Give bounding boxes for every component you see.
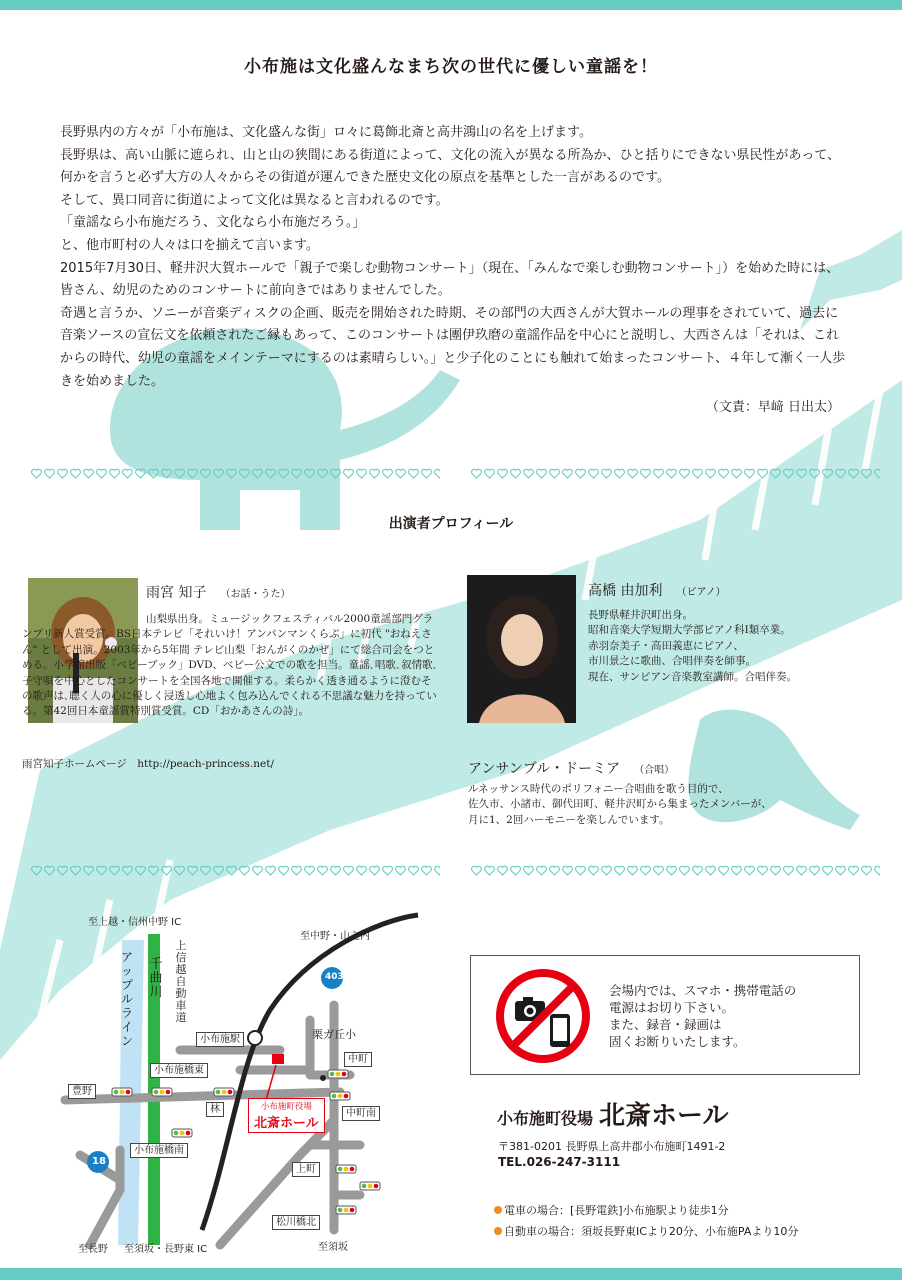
heart-divider xyxy=(470,467,880,481)
no-camera-phone-icon xyxy=(493,966,593,1066)
page-headline: 小布施は文化盛んなまち次の世代に優しい童謡を！ xyxy=(244,57,658,77)
intro-text xyxy=(60,122,850,393)
map-intersection: 中町南 xyxy=(342,1106,380,1121)
map-apple-line: アップルライン xyxy=(120,950,133,1048)
performer-bio xyxy=(588,608,797,685)
bio-line: 市川景之に歌曲、合唱伴奏を師事。 xyxy=(588,655,756,668)
map-direction-label: 至上越・信州中野 IC xyxy=(88,917,182,928)
intro-paragraph: そして、異口同音に街道によって文化は異なると言われるのです。 xyxy=(60,192,449,208)
smartphone-icon xyxy=(550,1014,570,1047)
route-18-icon: 18 xyxy=(92,1156,106,1167)
performer-role: （ピアノ） xyxy=(676,587,726,598)
map-direction-label: 至長野 xyxy=(78,1244,108,1255)
map-intersection: 豊野 xyxy=(68,1084,96,1099)
notice-line: 固くお断りいたします。 xyxy=(609,1034,746,1049)
performer-photo-takahashi xyxy=(467,575,576,723)
intro-paragraph: 長野県内の方々が「小布施は、文化盛んな街」ロ々に葛飾北斎と高井鴻山の名を上げます。 xyxy=(60,125,592,140)
performer-homepage: 雨宮知子ホームページ http://peach-princess.net/ xyxy=(22,758,275,770)
heart-divider xyxy=(30,467,440,481)
phone-notice-box xyxy=(470,955,860,1075)
notice-line: 電源はお切り下さい。 xyxy=(609,1000,735,1015)
access-car: 自動車の場合：須坂長野東ICより20分、小布施PAより10分 xyxy=(494,1223,798,1239)
bio-line: 昭和音楽大学短期大学部ピアノ科Ⅰ類卒業。 xyxy=(588,624,791,637)
performer-role: （お話・うた） xyxy=(220,589,291,600)
bullet-icon xyxy=(494,1227,502,1235)
map-direction-label: 至須坂 xyxy=(318,1242,348,1253)
map-direction-label: 至中野・山之内 xyxy=(300,931,370,942)
map-school: 栗ガ丘小 xyxy=(312,1028,356,1041)
performer-name: アンサンブル・ドーミア （合唱） xyxy=(468,761,675,777)
bio-line: 佐久市、小諸市、御代田町、軽井沢町から集まったメンバーが、 xyxy=(468,798,772,811)
top-color-bar xyxy=(0,0,902,10)
venue-tel: TEL.026-247-3111 xyxy=(498,1155,621,1169)
venue-address: 〒381-0201 長野県上高井郡小布施町1491-2 xyxy=(498,1140,726,1153)
map-direction-label: 至須坂・長野東 IC xyxy=(124,1244,208,1255)
map-intersection: 松川橋北 xyxy=(272,1215,320,1230)
performer-bio: 山梨県出身。ミュージックフェスティバル2000童謡部門グランプリ新人賞受賞。BS日本テレビ「それいけ！アンパンマンくらぶ」に初代 "おねえさん" として出演。2003年から5年間 テレビ山梨「おんがくのかぜ」にて総合司会をつとめる。小学館出版「ベビーブック」DVD、ベビー公文での歌を担当。童謡､唱歌､叙情歌､子守唄を中心としたコンサートを全国各地で開催する。柔らかく透き通るように澄むその歌声は､聴く人の心に優しく浸透し心地よく包み込んでくれる不思議な魅力を持っている。第42回日本童謡賞特別賞受賞。CD「おかあさんの詩」。 xyxy=(22,613,438,718)
performer-bio xyxy=(468,782,772,828)
profile-section-title: 出演者プロフィール xyxy=(388,516,514,532)
intro-paragraph: 長野県は、高い山脈に遮られ、山と山の狭間にある街道によって、文化の流入が異なる所為か、ひと括りにできない県民性があって、何かを言うと必ず大方の人々からその街道が運んできた歴史文化の原点を基準とした一言があるのです。 xyxy=(60,147,841,186)
venue-title: 小布施町役場 北斎ホール xyxy=(497,1101,729,1131)
notice-line: 会場内では、スマホ・携帯電話の xyxy=(609,983,797,998)
bottom-color-bar xyxy=(0,1268,902,1280)
map-hall-marker: 小布施町役場 北斎ホール xyxy=(248,1098,325,1133)
bio-line: 赤羽奈美子・高田義恵にピアノ、 xyxy=(588,639,744,652)
intro-paragraph: と、他市町村の人々は口を揃えて言います。 xyxy=(60,237,319,253)
intro-paragraph: 「童謡なら小布施だろう、文化なら小布施だろう。」 xyxy=(60,215,366,231)
intro-paragraph: 奇遇と言うか、ソニーが音楽ディスクの企画、販売を開始された時期、その部門の大西さんが大賀ホールの理事をされていて、過去に音楽ソースの宣伝文を依頼されたご縁もあって、このコンサートは團伊玖磨の童謡作品を中心にと説明し、大西さんは「それは、これからの時代、幼児の童謡をメインテーマにするのは素晴らしい。」と少子化のことにも触れて始まったコンサート、４年して漸く一人歩きを始めました。 xyxy=(60,305,846,389)
map-chikuma-river: 千曲川 xyxy=(149,957,163,1000)
map-intersection: 小布施橋東 xyxy=(150,1063,208,1078)
intro-paragraph: 2015年7月30日、軽井沢大賀ホールで「親子で楽しむ動物コンサート」（現在、「みんなで楽しむ動物コンサート」）を始めた時には、皆さん、幼児のためのコンサートに前向きではありませんでした。 xyxy=(60,260,840,299)
heart-divider xyxy=(30,864,440,878)
heart-divider xyxy=(470,864,880,878)
access-map xyxy=(60,910,460,1255)
map-intersection: 林 xyxy=(206,1102,224,1117)
performer-name: 雨宮 知子 （お話・うた） xyxy=(146,585,291,601)
access-train: 電車の場合：[長野電鉄]小布施駅より徒歩1分 xyxy=(494,1202,729,1218)
bio-line: 現在、サンピアン音楽教室講師。合唱伴奏。 xyxy=(588,670,798,683)
map-expressway: 上信越自動車道 xyxy=(175,939,187,1024)
notice-line: また、録音・録画は xyxy=(609,1017,722,1032)
performer-name: 高橋 由加利 （ピアノ） xyxy=(588,583,726,599)
route-403-icon: 403 xyxy=(325,972,344,982)
bullet-icon xyxy=(494,1206,502,1214)
map-intersection: 中町 xyxy=(344,1052,372,1067)
map-intersection: 上町 xyxy=(292,1162,320,1177)
map-station: 小布施駅 xyxy=(196,1032,244,1047)
notice-text xyxy=(609,982,796,1050)
performer-role: （合唱） xyxy=(634,765,675,776)
bio-line: 月に1、2回ハーモニーを楽しんでいます。 xyxy=(468,813,670,826)
map-intersection: 小布施橋南 xyxy=(130,1143,188,1158)
author-credit: （文責：早﨑 日出太） xyxy=(705,400,840,415)
bio-line: ルネッサンス時代のポリフォニー合唱曲を歌う目的で、 xyxy=(468,783,729,795)
bio-line: 長野県軽井沢町出身。 xyxy=(588,609,693,621)
